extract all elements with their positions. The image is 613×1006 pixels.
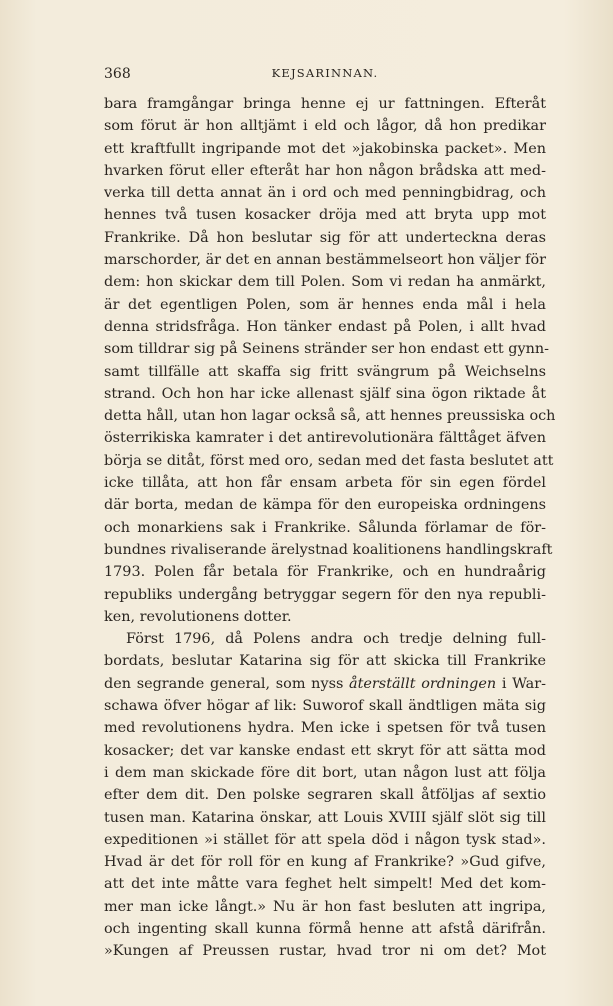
body-text bbox=[104, 93, 556, 963]
text-line: hennes två tusen kosacker dröja med att bryta upp mot bbox=[104, 207, 546, 224]
text-line: Frankrike. Då hon beslutar sig för att underteckna deras bbox=[104, 229, 546, 246]
text-line: verka till detta annat än i ord och med penningbidrag, och bbox=[104, 185, 546, 202]
text-line: att det inte måtte vara feghet helt simpelt! Med det kom- bbox=[104, 876, 546, 893]
text-line: mer man icke långt.» Nu är hon fast besluten att ingripa, bbox=[104, 898, 546, 915]
text-line: börja se ditåt, först med oro, sedan med det fasta beslutet att bbox=[104, 452, 554, 469]
text-line: som förut är hon alltjämt i eld och lågor, då hon predikar bbox=[104, 118, 546, 135]
text-segment: den segrande general, som nyss bbox=[104, 675, 350, 692]
text-line: Hvad är det för roll för en kung af Frankrike? »Gud gifve, bbox=[104, 854, 546, 871]
emphasized-phrase: återställt ordningen bbox=[349, 675, 497, 692]
text-line: efter dem dit. Den polske segraren skall åtföljas af sextio bbox=[104, 787, 546, 804]
text-line: samt tillfälle att skaffa sig fritt svängrum på Weichselns bbox=[104, 363, 546, 380]
text-line: österrikiska kamrater i det antirevolutionära fälttåget äfven bbox=[104, 430, 546, 447]
running-title: KEJSARINNAN. bbox=[271, 66, 379, 80]
text-line: »Kungen af Preussen rustar, hvad tror ni om det? Mot bbox=[104, 943, 546, 960]
text-line: 1793. Polen får betala för Frankrike, och en hundraårig bbox=[104, 564, 546, 581]
text-line bbox=[104, 673, 546, 695]
text-line: bara framgångar bringa henne ej ur fattningen. Efteråt bbox=[104, 96, 546, 112]
text-line: schawa öfver högar af lik: Suworof skall ändtligen mäta sig bbox=[104, 698, 546, 715]
page-number: 368 bbox=[104, 66, 131, 82]
text-line: kosacker; det var kanske endast ett skryt för att sätta mod bbox=[104, 742, 546, 759]
text-line: bordats, beslutar Katarina sig för att skicka till Frankrike bbox=[104, 653, 546, 670]
page-header bbox=[104, 66, 546, 84]
text-line: i dem man skickade före dit bort, utan någon lust att följa bbox=[104, 764, 546, 781]
text-line: expeditionen »i stället för att spela död i någon tysk stad». bbox=[104, 831, 546, 848]
text-line: marschorder, är det en annan bestämmelseort hon väljer för bbox=[104, 252, 546, 269]
text-line: ett kraftfullt ingripande mot det »jakobinska packet». Men bbox=[104, 140, 546, 157]
text-line: detta håll, utan hon lagar också så, att hennes preussiska och bbox=[104, 408, 556, 425]
text-line: som tilldrar sig på Seinens stränder ser hon endast ett gynn- bbox=[104, 341, 550, 358]
text-line: denna stridsfråga. Hon tänker endast på Polen, i allt hvad bbox=[104, 318, 546, 335]
text-line: tusen man. Katarina önskar, att Louis XVIII själf slöt sig till bbox=[104, 809, 546, 826]
text-line: och ingenting skall kunna förmå henne att afstå därifrån. bbox=[104, 920, 546, 937]
text-line: strand. Och hon har icke allenast själf sina ögon riktade åt bbox=[104, 385, 546, 402]
text-line: ken, revolutionens dotter. bbox=[104, 608, 292, 625]
text-line: dem: hon skickar dem till Polen. Som vi redan ha anmärkt, bbox=[104, 274, 546, 291]
text-line: hvarken förut eller efteråt har hon någon brådska att med- bbox=[104, 162, 546, 179]
text-line: är det egentligen Polen, som är hennes enda mål i hela bbox=[104, 296, 546, 313]
text-line: Först 1796, då Polens andra och tredje delning full- bbox=[126, 631, 546, 648]
text-line: bundnes rivaliserande ärelystnad koalitionens handlingskraft bbox=[104, 541, 553, 558]
text-line: och monarkiens sak i Frankrike. Sålunda förlamar de för- bbox=[104, 519, 546, 536]
text-line: icke tillåta, att hon får ensam arbeta för sin egen fördel bbox=[104, 475, 546, 492]
text-line: republiks undergång betryggar segern för den nya republi- bbox=[104, 586, 546, 603]
text-line: med revolutionens hydra. Men icke i spetsen för två tusen bbox=[104, 720, 546, 737]
text-segment: i War- bbox=[496, 675, 546, 692]
text-line: där borta, medan de kämpa för den europeiska ordningens bbox=[104, 497, 546, 514]
